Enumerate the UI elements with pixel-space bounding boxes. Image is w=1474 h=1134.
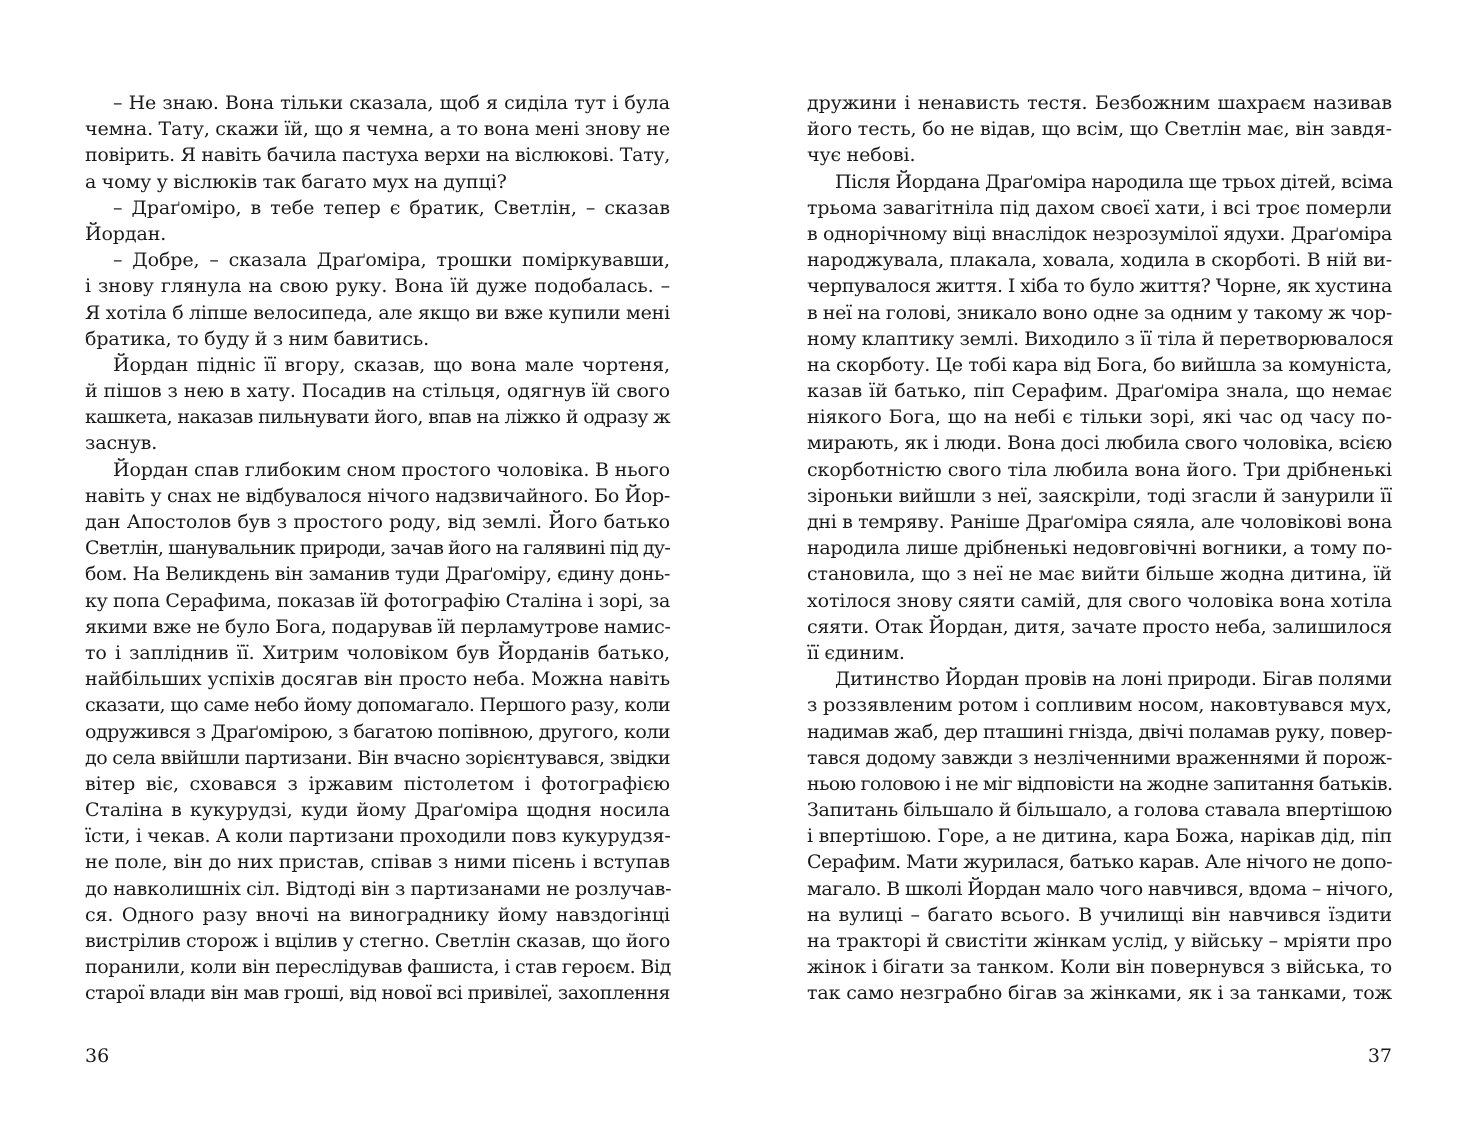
left-page-number: 36 xyxy=(85,1045,110,1067)
text-line: Дитинство Йордан провів на лоні природи. Бігав полями xyxy=(835,668,1392,691)
text-line: не поле, він до них пристав, співав з ними пісень і вступав xyxy=(85,851,670,874)
text-line: його тесть, бо не відав, що всім, що Светлін має, він завдя- xyxy=(807,118,1392,141)
text-line: в неї на голові, зникало воно одне за одним у такому ж чор- xyxy=(807,301,1392,324)
text-line: до навколишніх сіл. Відтоді він з партизанами не розлучав- xyxy=(85,877,672,900)
text-line: в однорічному віці внаслідок незрозумілої ядухи. Драґоміра xyxy=(807,222,1392,245)
text-line: на вулиці – багато всього. В училищі він навчився їздити xyxy=(807,903,1392,926)
text-line: кашкета, наказав пильнувати його, впав на ліжко й одразу ж xyxy=(85,406,670,429)
text-line: її єдиним. xyxy=(807,641,905,664)
text-line: мирають, як і люди. Вона досі любила свого чоловіка, всією xyxy=(807,432,1392,455)
text-line: ньою головою і не міг відповісти на жодне запитання батьків. xyxy=(807,772,1393,795)
text-line: ніякого Бога, що на небі є тільки зорі, які час од часу по- xyxy=(807,406,1392,429)
text-line: Я хотіла б ліпше велосипеда, але якщо ви вже купили мені xyxy=(85,301,670,324)
text-line: заснув. xyxy=(85,432,158,455)
text-line: магало. В школі Йордан мало чого навчився, вдома – нічого, xyxy=(807,877,1394,900)
right-page-text xyxy=(807,90,1392,1007)
text-line: дан Апостолов був з простого роду, від землі. Його батько xyxy=(85,511,670,533)
text-line: а чому у віслюків так багато мух на дупці? xyxy=(85,170,507,193)
text-line: народжувала, плакала, ховала, ходила в скорботі. В ній ви- xyxy=(807,249,1392,272)
text-line: зіроньки вийшли з неї, заяскріли, тоді згасли й занурили її xyxy=(807,484,1392,507)
text-line: черпувалося життя. І хіба то було життя? Чорне, як хустина xyxy=(807,275,1392,298)
text-line: дружини і ненависть тестя. Безбожним шахраєм називав xyxy=(807,92,1392,114)
text-line: – Драґоміро, в тебе тепер є братик, Светлін, – сказав xyxy=(113,196,670,219)
text-line: братика, то буду й з ним бавитись. xyxy=(85,327,430,350)
text-line: народила лише дрібненькі недовговічні вогники, а тому по- xyxy=(807,537,1392,560)
text-line: поранили, коли він переслідував фашиста, і став героєм. Від xyxy=(85,956,671,979)
text-line: повірить. Я навіть бачила пастуха верхи на віслюкові. Тату, xyxy=(85,144,670,167)
text-line: чує небові. xyxy=(807,144,916,167)
text-line: ку попа Серафима, показав їй фотографію Сталіна і зорі, за xyxy=(85,589,670,612)
text-line: найбільших успіхів досягав він просто неба. Можна навіть xyxy=(85,668,670,691)
text-line: чемна. Тату, скажи їй, що я чемна, а то вона мені знову не xyxy=(85,118,670,141)
text-line: казав їй батько, піп Серафим. Драґоміра знала, що немає xyxy=(807,380,1392,403)
text-line: навіть у снах не відбувалося нічого надзвичайного. Бо Йор- xyxy=(85,484,670,507)
text-line: тався додому завжди з незліченними враженнями й порож- xyxy=(807,746,1392,769)
text-line: Після Йордана Драґоміра народила ще трьох дітей, всіма xyxy=(835,170,1393,193)
text-line: до села ввійшли партизани. Він вчасно зорієнтувався, звідки xyxy=(85,746,670,769)
text-line: становила, що з неї не має вийти більше жодна дитина, їй xyxy=(807,563,1392,586)
text-line: на тракторі й свистіти жінкам услід, у війську – мріяти про xyxy=(807,930,1392,952)
left-page-text xyxy=(85,90,670,1007)
text-line: скорботністю свого тіла любила вона його. Три дрібненькі xyxy=(807,458,1392,481)
text-line: Запитань більшало й більшало, а голова ставала впертішою xyxy=(807,799,1392,822)
text-line: на скорботу. Це тобі кара від Бога, бо вийшла за комуніста, xyxy=(807,353,1392,376)
text-line: вітер віє, сховався з іржавим пістолетом і фотографією xyxy=(85,772,670,795)
text-line: вистрілив сторож і вцілив у стегно. Светлін сказав, що його xyxy=(85,930,670,952)
text-line: і знову глянула на свою руку. Вона їй дуже подобалась. – xyxy=(85,275,670,298)
text-line: й пішов з нею в хату. Посадив на стільця, одягнув їй свого xyxy=(85,380,670,403)
right-page-number: 37 xyxy=(1367,1045,1392,1067)
text-line: якими вже не було Бога, подарував їй перламутрове намис- xyxy=(85,615,671,638)
text-line: Йордан. xyxy=(85,222,167,245)
text-line: то і запліднив її. Хитрим чоловіком був Йорданів батько, xyxy=(85,641,670,664)
text-line: трьома завагітніла під дахом своєї хати, і всі троє померли xyxy=(807,196,1392,219)
text-line: їсти, і чекав. А коли партизани проходили повз кукурудзя- xyxy=(85,825,671,848)
text-line: – Добре, – сказала Драґоміра, трошки поміркувавши, xyxy=(113,249,670,272)
text-line: хотілося знову сяяти самій, для свого чоловіка вона хотіла xyxy=(807,589,1392,612)
text-line: старої влади він мав гроші, від нової всі привілеї, захоплення xyxy=(85,982,670,1005)
text-line: одружився з Драґомірою, з багатою попівною, другого, коли xyxy=(85,720,670,743)
text-line: Йордан спав глибоким сном простого чоловіка. В нього xyxy=(113,458,670,481)
text-line: з роззявленим ротом і сопливим носом, наковтувався мух, xyxy=(807,694,1392,717)
text-line: Светлін, шанувальник природи, зачав його на галявині під ду- xyxy=(85,537,671,560)
right-page xyxy=(737,0,1474,1134)
text-line: жінок і бігати за танком. Коли він повернувся з війська, то xyxy=(807,956,1393,979)
text-line: ному клаптику землі. Виходило з її тіла й перетворювалося xyxy=(807,327,1394,350)
text-line: бом. На Великдень він заманив туди Драґоміру, єдину донь- xyxy=(85,563,670,586)
text-line: і впертішою. Горе, а не дитина, кара Божа, нарікав дід, піп xyxy=(807,825,1392,848)
text-line: сказати, що саме небо йому допомагало. Першого разу, коли xyxy=(85,694,670,717)
text-line: надимав жаб, дер пташині гнізда, двічі поламав руку, повер- xyxy=(807,720,1392,743)
text-line: сяяти. Отак Йордан, дитя, зачате просто неба, залишилося xyxy=(807,615,1392,638)
text-line: Йордан підніс її вгору, сказав, що вона мале чортеня, xyxy=(113,353,670,376)
text-line: Серафим. Мати журилася, батько карав. Але нічого не допо- xyxy=(807,851,1392,874)
text-line: Сталіна в кукурудзі, куди йому Драґоміра щодня носила xyxy=(85,799,670,822)
text-line: так само незграбно бігав за жінками, як і за танками, тож xyxy=(807,982,1392,1005)
text-line: дні в темряву. Раніше Драґоміра сяяла, але чоловікові вона xyxy=(807,511,1392,533)
text-line: – Не знаю. Вона тільки сказала, щоб я сиділа тут і була xyxy=(113,92,670,114)
text-line: ся. Одного разу вночі на винограднику йому навздогінці xyxy=(85,903,670,926)
